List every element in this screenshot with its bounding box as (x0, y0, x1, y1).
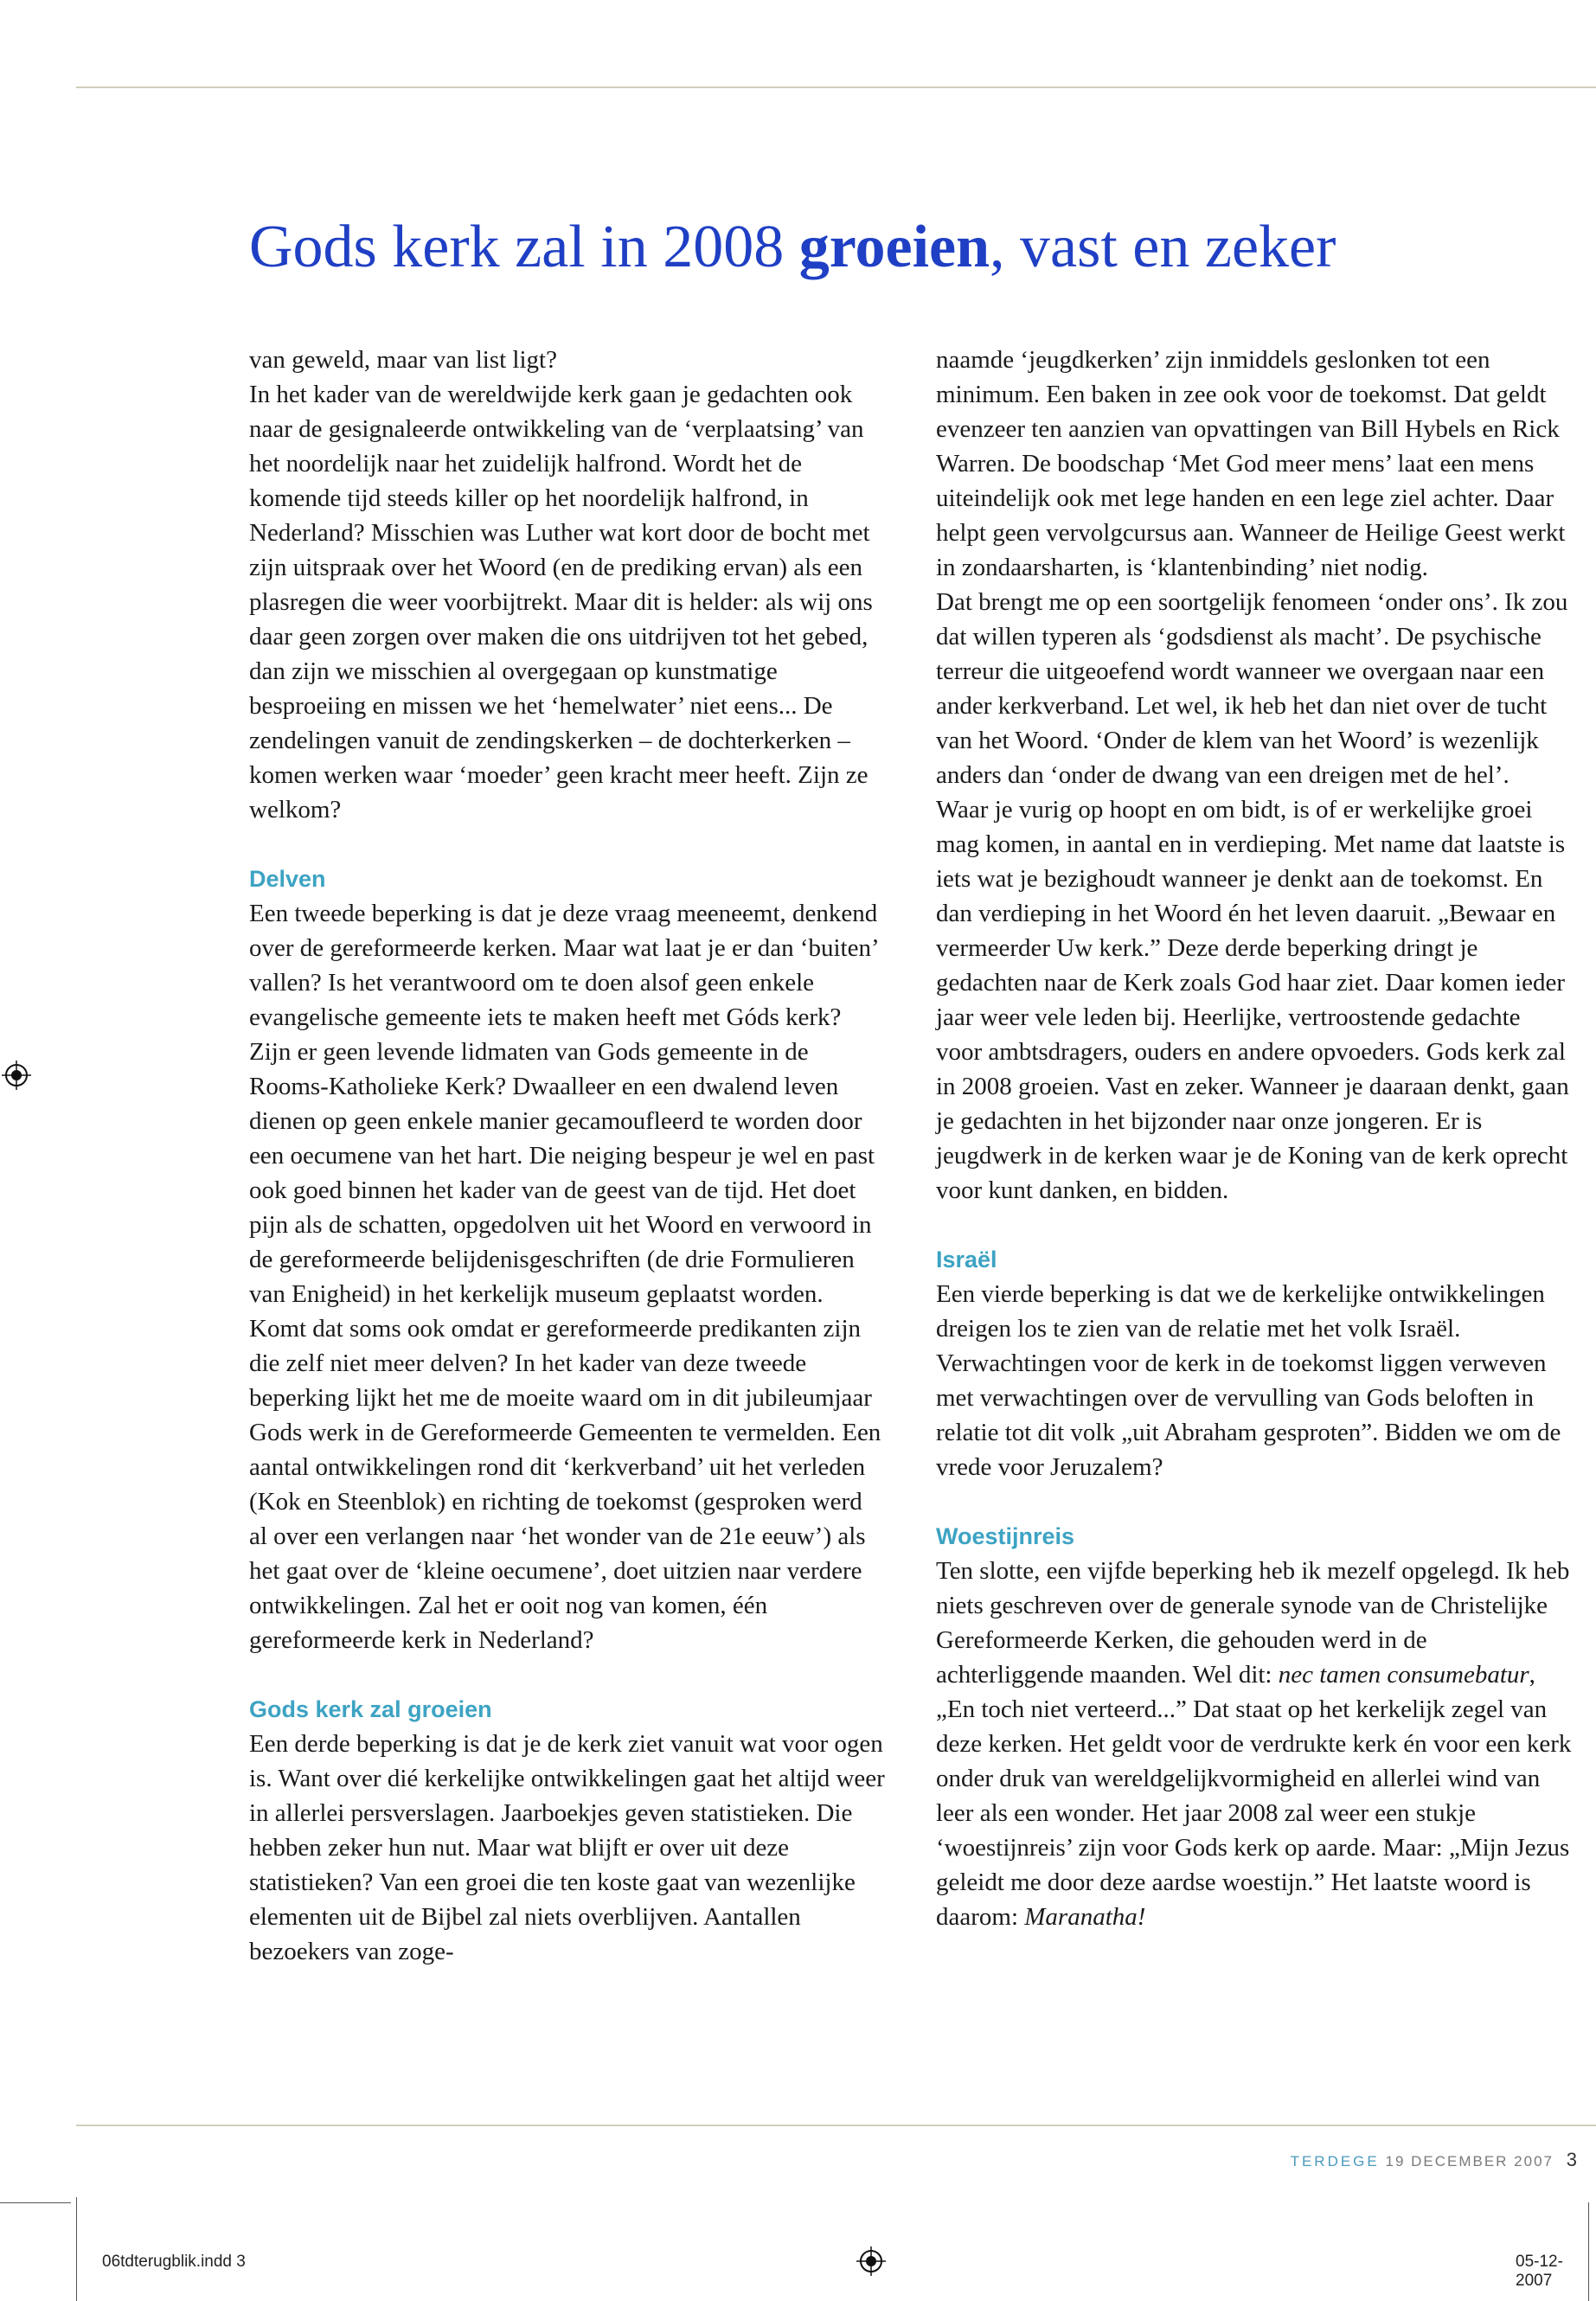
closing-word: Maranatha! (1024, 1903, 1146, 1931)
section-heading-israel: Israël (936, 1247, 997, 1272)
page-number: 3 (1566, 2149, 1579, 2170)
article-title (249, 208, 1503, 287)
section-heading-gods-kerk: Gods kerk zal groeien (249, 1696, 492, 1722)
left-column (249, 343, 885, 1969)
slug-date: 05-12-2007 (1516, 2253, 1563, 2290)
paragraph: Dat brengt me op een soortgelijk fenomeen ‘onder ons’. Ik zou dat willen typeren als ‘godsdienst als macht’. De psychische terreur die uitgeoefend wordt wanneer we overgaan naar een ander kerkverband. Let wel, ik heb het dan niet over de tucht van het Woord. ‘Onder de klem van het Woord’ is wezenlijk anders dan ‘onder de dwang van een dreigen met de hel’. (936, 588, 1568, 789)
paragraph: Ten slotte, een vijfde beperking heb ik mezelf opgelegd. Ik heb niets geschreven over de generale synode van de Christelijke Gereformeerde Kerken, die gehouden werd in de achterliggende maanden. Wel dit: nec tamen consumebatur, „En toch niet verteerd...” Dat staat op het kerkelijk zegel van deze kerken. Het geldt voor de verdrukte kerk én voor een kerk onder druk van wereldgelijkvormigheid en allerlei wind van leer als een wonder. Het jaar 2008 zal weer een stukje ‘woestijnreis’ zijn voor Gods kerk op aarde. Maar: „Mijn Jezus geleidt me door deze aardse woestijn.” Het laatste woord is daarom: Maranatha! (936, 1557, 1572, 1931)
paragraph: Waar je vurig op hoopt en om bidt, is of er werkelijke groei mag komen, in aantal en in verdieping. Met name dat laatste is iets wat je bezighoudt wanneer je denkt aan de toekomst. En dan verdieping in het Woord én het leven daaruit. „Bewaar en vermeerder Uw kerk.” Deze derde beperking dringt je gedachten naar de Kerk zoals God haar ziet. Daar komen ieder jaar weer vele leden bij. Heerlijke, vertroostende gedachte voor ambtsdragers, ouders en andere opvoeders. Gods kerk zal in 2008 groeien. Vast en zeker. Wanneer je daaraan denkt, gaan je gedachten in het bijzonder naar onze jongeren. Er is jeugdwerk in de kerken waar je de Koning van de kerk oprecht voor kunt danken, en bidden. (936, 796, 1569, 1204)
bottom-rule (76, 2125, 1596, 2126)
title-bold: groeien (798, 214, 990, 280)
folio (1291, 2149, 1579, 2171)
paragraph: Een vierde beperking is dat we de kerkelijke ontwikkelingen dreigen los te zien van de relatie met het volk Israël. Verwachtingen voor de kerk in de toekomst liggen verweven met verwachtingen over de vervulling van Gods beloften in relatie tot dit volk „uit Abraham gesproten”. Bidden we om de vrede voor Jeruzalem? (936, 1280, 1561, 1481)
section-heading-woestijnreis: Woestijnreis (936, 1523, 1075, 1549)
paragraph: Een derde beperking is dat je de kerk ziet vanuit wat voor ogen is. Want over dié kerkelijke ontwikkelingen gaat het altijd weer in allerlei persverslagen. Jaarboekjes geven statistieken. Die hebben zeker hun nut. Maar wat blijft er over uit deze statistieken? Van een groei die ten koste gaat van wezenlijke elementen uit de Bijbel zal niets overblijven. Aantallen bezoekers van zoge- (249, 1730, 885, 1965)
section-heading-delven: Delven (249, 866, 326, 892)
paragraph: naamde ‘jeugdkerken’ zijn inmiddels geslonken tot een minimum. Een baken in zee ook voor de toekomst. Dat geldt evenzeer ten aanzien van opvattingen van Bill Hybels en Rick Warren. De boodschap ‘Met God meer mens’ laat een mens uiteindelijk ook met lege handen en een lege ziel achter. Daar helpt geen vervolgcursus aan. Wanneer de Heilige Geest werkt in zondaarsharten, is ‘klantenbinding’ niet nodig. (936, 346, 1566, 581)
registration-mark-icon (2, 1061, 31, 1090)
registration-mark-icon (856, 2247, 886, 2276)
crop-mark (76, 2197, 77, 2301)
slug-filename: 06tdterugblik.indd 3 (102, 2253, 246, 2271)
crop-mark (0, 2202, 71, 2203)
paragraph: van geweld, maar van list ligt? (249, 346, 557, 374)
paragraph: Een tweede beperking is dat je deze vraag meeneemt, denkend over de gereformeerde kerken. Maar wat laat je er dan ‘buiten’ vallen? Is het verantwoord om te doen alsof geen enkele evangelische gemeente iets te maken heeft met Góds kerk? Zijn er geen levende lidmaten van Gods gemeente in de Rooms-Katholieke Kerk? Dwaalleer en een dwalend leven dienen op geen enkele manier gecamoufleerd te worden door een oecumene van het hart. Die neiging bespeur je wel en past ook goed binnen het kader van de geest van de tijd. Het doet pijn als de schatten, opgedolven uit het Woord en verwoord in de gereformeerde belijdenisgeschriften (de drie Formulieren van Enigheid) in het kerkelijk museum geplaatst worden. Komt dat soms ook omdat er gereformeerde predikanten zijn die zelf niet meer delven? In het kader van deze tweede beperking lijkt het me de moeite waard om in dit jubileumjaar Gods werk in de Gereformeerde Gemeenten te vermelden. Een aantal ontwikkelingen rond dit ‘kerkverband’ uit het verleden (Kok en Steenblok) en richting de toekomst (gesproken werd al over een verlangen naar ‘het wonder van de 21e eeuw’) als het gaat over de ‘kleine oecumene’, doet uitzien naar verdere ontwikkelingen. Zal het er ooit nog van komen, één gereformeerde kerk in Nederland? (249, 900, 881, 1654)
right-column (936, 343, 1572, 1934)
issue-date: 19 DECEMBER 2007 (1385, 2153, 1554, 2170)
top-rule (76, 87, 1596, 88)
title-post: , vast en zeker (990, 214, 1336, 280)
paragraph: In het kader van de wereldwijde kerk gaan je gedachten ook naar de gesignaleerde ontwikkeling van de ‘verplaatsing’ van het noordelijk naar het zuidelijk halfrond. Wordt het de komende tijd steeds killer op het noordelijk halfrond, in Nederland? Misschien was Luther wat kort door de bocht met zijn uitspraak over het Woord (en de prediking ervan) als een plasregen die weer voorbijtrekt. Maar dit is helder: als wij ons daar geen zorgen over maken die ons uitdrijven tot het gebed, dan zijn we misschien al overgegaan op kunstmatige besproeiing en missen we het ‘hemelwater’ niet eens... De zendelingen vanuit de zendingskerken – de dochterkerken – komen werken waar ‘moeder’ geen kracht meer heeft. Zijn ze welkom? (249, 381, 873, 824)
magazine-name: TERDEGE (1290, 2153, 1380, 2170)
title-pre: Gods kerk zal in 2008 (249, 214, 799, 280)
latin-quote: nec tamen consumebatur (1278, 1661, 1529, 1689)
